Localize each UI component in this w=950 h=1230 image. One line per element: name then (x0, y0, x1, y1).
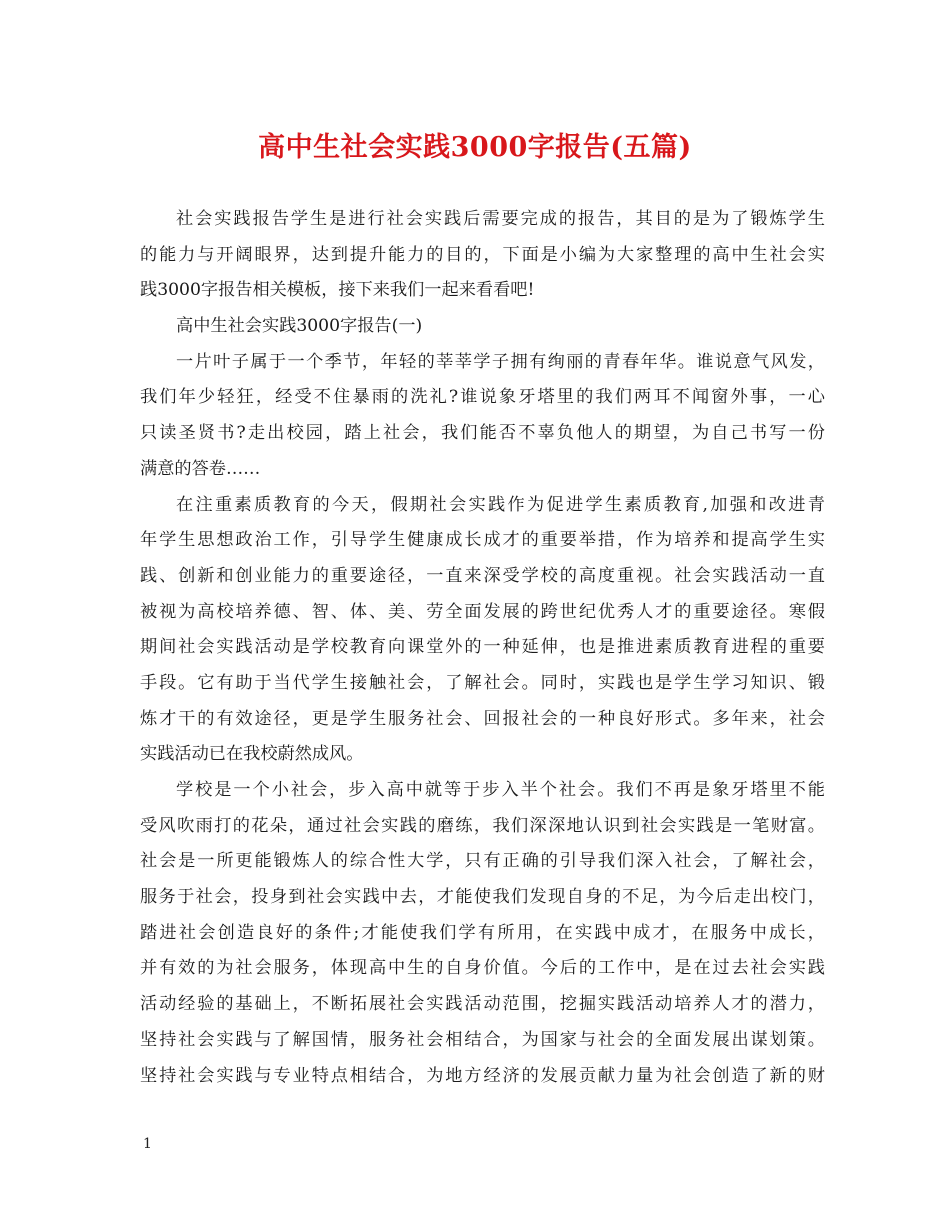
document-title: 高中生社会实践3000字报告(五篇) (258, 132, 692, 163)
page-number: 1 (143, 1136, 152, 1152)
body-line: 手段。它有助于当代学生接触社会，了解社会。同时，实践也是学生学习知识、锻 (140, 672, 825, 693)
body-line: 被视为高校培养德、智、体、美、劳全面发展的跨世纪优秀人才的重要途径。寒假 (140, 601, 825, 622)
body-line: 社会实践报告学生是进行社会实践后需要完成的报告，其目的是为了锻炼学生 (176, 209, 825, 229)
body-line: 炼才干的有效途径，更是学生服务社会、回报社会的一种良好形式。多年来，社会 (140, 708, 825, 729)
body-line: 学校是一个小社会，步入高中就等于步入半个社会。我们不再是象牙塔里不能 (176, 780, 825, 800)
body-line: 只读圣贤书?走出校园，踏上社会，我们能否不辜负他人的期望，为自己书写一份 (140, 423, 825, 444)
body-line: 我们年少轻狂，经受不住暴雨的洗礼?谁说象牙塔里的我们两耳不闻窗外事，一心 (140, 387, 825, 408)
body-line: 年学生思想政治工作，引导学生健康成长成才的重要举措，作为培养和提高学生实 (140, 530, 825, 551)
body-line: 活动经验的基础上，不断拓展社会实践活动范围，挖掘实践活动培养人才的潜力， (140, 994, 825, 1015)
body-line: 踏进社会创造良好的条件;才能使我们学有所用，在实践中成才，在服务中成长， (140, 922, 825, 943)
body-line: 实践活动已在我校蔚然成风。 (140, 744, 364, 765)
body-line: 服务于社会，投身到社会实践中去，才能使我们发现自身的不足，为今后走出校门， (140, 887, 825, 908)
body-line: 受风吹雨打的花朵，通过社会实践的磨练，我们深深地认识到社会实践是一笔财富。 (140, 815, 825, 836)
body-line: 的能力与开阔眼界，达到提升能力的目的，下面是小编为大家整理的高中生社会实 (140, 244, 825, 265)
document-body (140, 202, 825, 1094)
body-line: 坚持社会实践与专业特点相结合，为地方经济的发展贡献力量为社会创造了新的财 (140, 1065, 825, 1086)
body-line: 并有效的为社会服务，体现高中生的自身价值。今后的工作中，是在过去社会实践 (140, 958, 825, 979)
body-line: 期间社会实践活动是学校教育向课堂外的一种延伸，也是推进素质教育进程的重要 (140, 637, 825, 658)
body-line: 践3000字报告相关模板，接下来我们一起来看看吧! (140, 280, 535, 301)
body-line: 高中生社会实践3000字报告(一) (176, 316, 423, 337)
body-line: 在注重素质教育的今天，假期社会实践作为促进学生素质教育,加强和改进青 (176, 494, 825, 515)
body-line: 社会是一所更能锻炼人的综合性大学，只有正确的引导我们深入社会，了解社会， (140, 851, 825, 872)
body-line: 践、创新和创业能力的重要途径，一直来深受学校的高度重视。社会实践活动一直 (140, 565, 825, 586)
body-line: 满意的答卷…… (140, 458, 261, 479)
body-line: 一片叶子属于一个季节，年轻的莘莘学子拥有绚丽的青春年华。谁说意气风发， (176, 351, 825, 372)
body-line: 坚持社会实践与了解国情，服务社会相结合，为国家与社会的全面发展出谋划策。 (140, 1029, 825, 1050)
